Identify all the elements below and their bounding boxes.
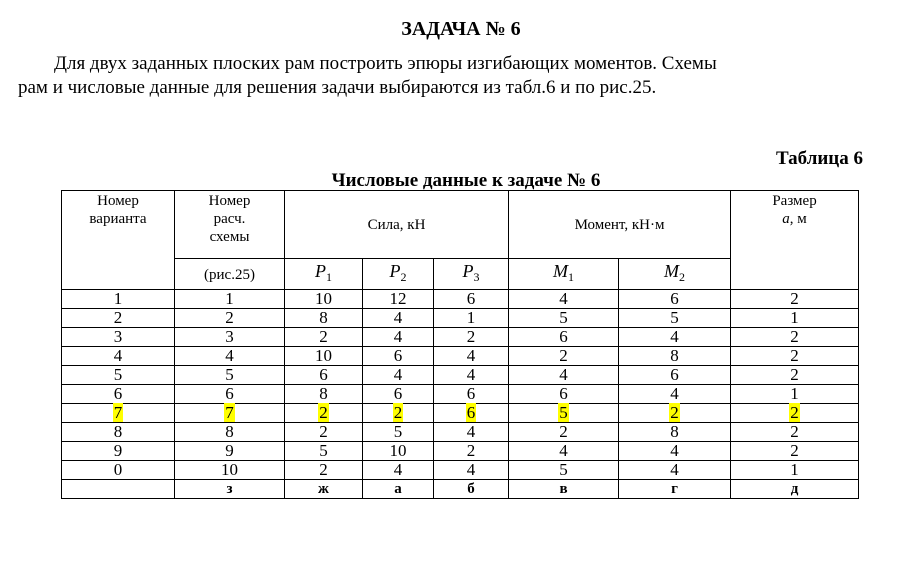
cell-value: 12 xyxy=(389,289,407,308)
cell-value: 2 xyxy=(790,289,799,308)
footer-cell: з xyxy=(175,480,285,499)
table-cell xyxy=(509,404,619,423)
data-table xyxy=(61,190,859,499)
table-cell xyxy=(175,366,285,385)
table-cell xyxy=(285,385,363,404)
header-size: Размер a, м xyxy=(731,191,859,290)
table-row xyxy=(62,366,859,385)
footer-cell: б xyxy=(434,480,509,499)
table-caption: Числовые данные к задаче № 6 xyxy=(331,170,601,191)
table-cell xyxy=(731,366,859,385)
cell-value: 2 xyxy=(319,460,328,479)
footer-cell: ж xyxy=(285,480,363,499)
cell-value: 0 xyxy=(113,460,123,479)
cell-value: 4 xyxy=(225,346,234,365)
cell-value: 7 xyxy=(113,403,123,422)
table-row xyxy=(62,461,859,480)
cell-value: 2 xyxy=(790,441,799,460)
table-row xyxy=(62,404,859,423)
table-cell xyxy=(731,423,859,442)
task-description-line-2: рам и числовые данные для решения задачи выбираются из табл.6 и по рис.25. xyxy=(18,77,657,98)
table-cell xyxy=(619,461,731,480)
footer-cell: а xyxy=(363,480,434,499)
cell-value: 4 xyxy=(466,346,476,365)
table-cell xyxy=(731,442,859,461)
table-cell xyxy=(434,366,509,385)
cell-value: 8 xyxy=(113,422,123,441)
header-force: Сила, кН xyxy=(285,191,509,259)
header-scheme: Номер расч. схемы xyxy=(175,191,285,259)
table-cell xyxy=(434,461,509,480)
footer-cell: в xyxy=(509,480,619,499)
cell-value: 4 xyxy=(466,422,476,441)
cell-value: 1 xyxy=(790,460,799,479)
cell-value: 2 xyxy=(559,422,568,441)
cell-value: 2 xyxy=(466,327,476,346)
cell-value: 8 xyxy=(319,384,328,403)
table-cell xyxy=(285,366,363,385)
header-variant: Номер варианта xyxy=(62,191,175,290)
cell-value: 4 xyxy=(393,327,403,346)
table-cell xyxy=(434,404,509,423)
table-cell xyxy=(619,328,731,347)
table-cell xyxy=(285,461,363,480)
table-cell xyxy=(434,328,509,347)
cell-value: 9 xyxy=(225,441,234,460)
table-cell xyxy=(509,423,619,442)
cell-value: 2 xyxy=(319,327,328,346)
table-cell xyxy=(363,328,434,347)
task-title: ЗАДАЧА № 6 xyxy=(401,18,521,40)
table-cell xyxy=(509,366,619,385)
cell-value: 4 xyxy=(670,384,679,403)
table-cell xyxy=(731,461,859,480)
cell-value: 1 xyxy=(790,384,799,403)
cell-value: 4 xyxy=(113,346,123,365)
task-description-line-1: Для двух заданных плоских рам построить эпюры изгибающих моментов. Схемы xyxy=(54,53,717,74)
header-m1: $M_1$ xyxy=(509,259,619,290)
table-cell xyxy=(62,309,175,328)
table-cell xyxy=(434,385,509,404)
table-cell xyxy=(363,423,434,442)
cell-value: 2 xyxy=(790,327,799,346)
cell-value: 4 xyxy=(466,365,476,384)
table-cell xyxy=(434,423,509,442)
cell-value: 10 xyxy=(389,441,407,460)
cell-value: 2 xyxy=(393,403,403,422)
table-cell xyxy=(175,385,285,404)
cell-value: 6 xyxy=(466,289,476,308)
table-cell xyxy=(619,290,731,309)
table-row xyxy=(62,423,859,442)
footer-cell: г xyxy=(619,480,731,499)
cell-value: 4 xyxy=(559,289,568,308)
cell-value: 6 xyxy=(670,365,679,384)
cell-value: 6 xyxy=(466,403,476,422)
table-cell xyxy=(175,290,285,309)
table-cell xyxy=(731,309,859,328)
cell-value: 2 xyxy=(113,308,123,327)
table-row xyxy=(62,309,859,328)
cell-value: 6 xyxy=(559,327,568,346)
cell-value: 1 xyxy=(790,308,799,327)
cell-value: 10 xyxy=(315,289,332,308)
table-cell xyxy=(619,385,731,404)
table-cell xyxy=(62,404,175,423)
cell-value: 5 xyxy=(393,422,403,441)
header-m2: $M_2$ xyxy=(619,259,731,290)
cell-value: 2 xyxy=(319,403,328,422)
table-row xyxy=(62,290,859,309)
cell-value: 1 xyxy=(225,289,234,308)
table-cell xyxy=(175,442,285,461)
cell-value: 5 xyxy=(559,403,568,422)
table-cell xyxy=(619,347,731,366)
table-cell xyxy=(285,404,363,423)
cell-value: 3 xyxy=(113,327,123,346)
table-cell xyxy=(434,290,509,309)
table-cell xyxy=(62,442,175,461)
table-row xyxy=(62,347,859,366)
cell-value: 6 xyxy=(113,384,123,403)
cell-value: 6 xyxy=(225,384,234,403)
cell-value: 6 xyxy=(393,384,403,403)
table-cell xyxy=(731,328,859,347)
cell-value: 4 xyxy=(670,327,679,346)
cell-value: 8 xyxy=(319,308,328,327)
table-row xyxy=(62,385,859,404)
cell-value: 4 xyxy=(393,308,403,327)
cell-value: 2 xyxy=(559,346,568,365)
table-cell xyxy=(175,328,285,347)
cell-value: 4 xyxy=(670,460,679,479)
cell-value: 4 xyxy=(559,365,568,384)
table-cell xyxy=(509,347,619,366)
table-cell xyxy=(285,290,363,309)
cell-value: 5 xyxy=(319,441,328,460)
cell-value: 2 xyxy=(670,403,679,422)
table-row xyxy=(62,442,859,461)
table-cell xyxy=(175,423,285,442)
table-cell xyxy=(285,423,363,442)
table-cell xyxy=(285,328,363,347)
cell-value: 5 xyxy=(113,365,123,384)
cell-value: 1 xyxy=(113,289,123,308)
cell-value: 5 xyxy=(225,365,234,384)
table-cell xyxy=(509,309,619,328)
cell-value: 4 xyxy=(466,460,476,479)
table-cell xyxy=(62,461,175,480)
table-cell xyxy=(434,442,509,461)
table-label: Таблица 6 xyxy=(775,148,863,169)
table-cell xyxy=(619,309,731,328)
table-cell xyxy=(62,290,175,309)
cell-value: 2 xyxy=(790,365,799,384)
table-cell xyxy=(285,309,363,328)
table-cell xyxy=(175,461,285,480)
cell-value: 6 xyxy=(670,289,679,308)
table-cell xyxy=(285,347,363,366)
cell-value: 2 xyxy=(225,308,234,327)
table-cell xyxy=(509,442,619,461)
table-cell xyxy=(363,404,434,423)
cell-value: 7 xyxy=(225,403,234,422)
table-cell xyxy=(175,347,285,366)
table-cell xyxy=(619,423,731,442)
header-p2: $P_2$ xyxy=(363,259,434,290)
table-cell xyxy=(619,404,731,423)
cell-value: 3 xyxy=(225,327,234,346)
table-cell xyxy=(363,461,434,480)
table-cell xyxy=(434,309,509,328)
header-p3: $P_3$ xyxy=(434,259,509,290)
table-cell xyxy=(363,442,434,461)
cell-value: 4 xyxy=(393,365,403,384)
table-cell xyxy=(175,309,285,328)
table-cell xyxy=(62,423,175,442)
header-scheme-figure: (рис.25) xyxy=(175,259,285,290)
table-cell xyxy=(509,385,619,404)
cell-value: 6 xyxy=(559,384,568,403)
header-p1: $P_1$ xyxy=(285,259,363,290)
cell-value: 1 xyxy=(466,308,476,327)
table-cell xyxy=(363,347,434,366)
table-cell xyxy=(731,385,859,404)
cell-value: 5 xyxy=(670,308,679,327)
cell-value: 2 xyxy=(466,441,476,460)
cell-value: 2 xyxy=(790,422,799,441)
cell-value: 4 xyxy=(559,441,568,460)
table-cell xyxy=(434,347,509,366)
header-moment: Момент, кН·м xyxy=(509,191,731,259)
cell-value: 2 xyxy=(790,403,799,422)
table-cell xyxy=(62,347,175,366)
table-cell xyxy=(363,290,434,309)
table-cell xyxy=(62,385,175,404)
cell-value: 5 xyxy=(559,308,568,327)
table-cell xyxy=(509,461,619,480)
cell-value: 2 xyxy=(790,346,799,365)
cell-value: 4 xyxy=(393,460,403,479)
table-cell xyxy=(285,442,363,461)
table-cell xyxy=(509,290,619,309)
cell-value: 5 xyxy=(559,460,568,479)
cell-value: 10 xyxy=(221,460,238,479)
table-row xyxy=(62,328,859,347)
table-cell xyxy=(175,404,285,423)
cell-value: 9 xyxy=(113,441,123,460)
table-cell xyxy=(62,328,175,347)
cell-value: 2 xyxy=(319,422,328,441)
table-cell xyxy=(731,404,859,423)
table-cell xyxy=(62,366,175,385)
cell-value: 4 xyxy=(670,441,679,460)
cell-value: 8 xyxy=(225,422,234,441)
cell-value: 6 xyxy=(319,365,328,384)
table-cell xyxy=(363,366,434,385)
cell-value: 10 xyxy=(315,346,332,365)
cell-value: 6 xyxy=(466,384,476,403)
table-cell xyxy=(731,347,859,366)
footer-cell: д xyxy=(731,480,859,499)
table-footer-row xyxy=(62,480,859,499)
cell-value: 8 xyxy=(670,346,679,365)
cell-value: 8 xyxy=(670,422,679,441)
table-cell xyxy=(619,442,731,461)
cell-value: 6 xyxy=(393,346,403,365)
table-cell xyxy=(731,290,859,309)
table-cell xyxy=(509,328,619,347)
footer-cell xyxy=(62,480,175,499)
table-cell xyxy=(619,366,731,385)
table-cell xyxy=(363,309,434,328)
table-cell xyxy=(363,385,434,404)
